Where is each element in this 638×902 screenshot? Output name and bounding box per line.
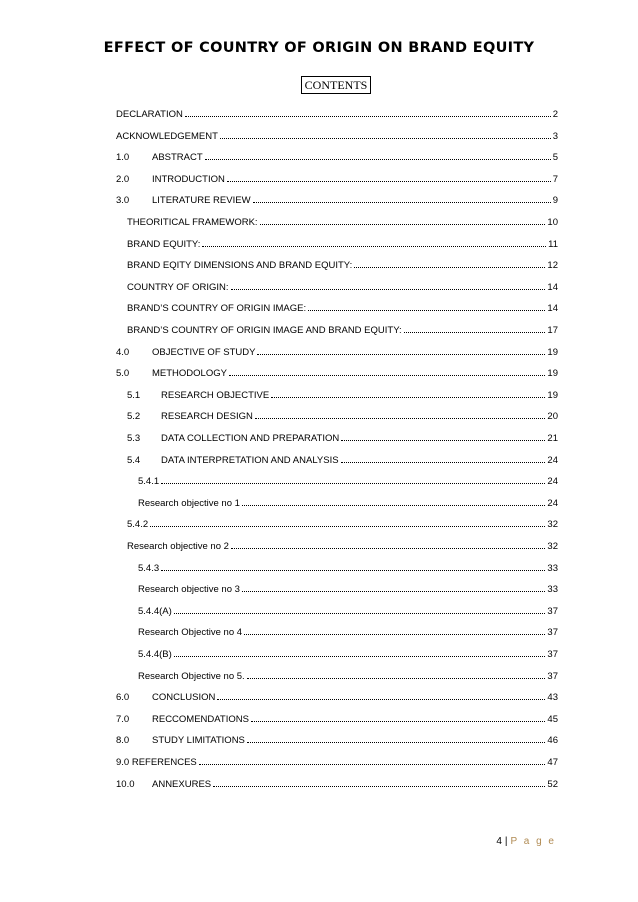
- toc-entry-title: Research Objective no 4: [138, 627, 243, 639]
- toc-entry-title: OBJECTIVE OF STUDY: [152, 346, 256, 358]
- toc-dot-leader: [308, 310, 545, 311]
- toc-entry[interactable]: [116, 732, 558, 746]
- toc-entry[interactable]: [116, 754, 558, 768]
- contents-heading: CONTENTS: [301, 76, 371, 94]
- toc-dot-leader: [260, 224, 546, 225]
- toc-entry[interactable]: [116, 473, 558, 487]
- toc-entry-title: 5.4.4(A): [138, 605, 172, 617]
- toc-entry-title: ACKNOWLEDGEMENT: [116, 130, 218, 142]
- toc-entry-page: 37: [547, 627, 558, 639]
- toc-entry-page: 47: [547, 757, 558, 768]
- toc-entry-page: 52: [547, 778, 558, 790]
- toc-entry-title: 5.4.3: [138, 562, 160, 574]
- toc-entry-number: 8.0: [116, 735, 130, 747]
- toc-entry-title: Research objective no 2: [127, 541, 229, 552]
- toc-entry-number: 7.0: [116, 713, 130, 725]
- toc-entry-title: THEORITICAL FRAMEWORK:: [127, 217, 258, 228]
- toc-dot-leader: [271, 397, 545, 398]
- toc-entry-page: 7: [552, 173, 558, 185]
- toc-entry-page: 32: [547, 519, 558, 531]
- toc-entry-title: DATA COLLECTION AND PREPARATION: [161, 433, 340, 444]
- toc-dot-leader: [231, 289, 546, 290]
- toc-entry-title: 5.4.4(B): [138, 649, 172, 660]
- toc-entry[interactable]: [116, 452, 558, 466]
- toc-entry-title: BRAND EQUITY:: [127, 238, 201, 250]
- toc-entry-number: 5.1: [127, 389, 141, 401]
- toc-entry-page: 19: [547, 389, 558, 401]
- toc-entry-number: 5.4: [127, 454, 141, 466]
- toc-dot-leader: [247, 742, 546, 743]
- toc-entry[interactable]: [116, 214, 558, 228]
- toc-entry[interactable]: [116, 106, 558, 120]
- toc-entry-page: 14: [547, 281, 558, 293]
- toc-entry-title: 5.4.2: [127, 519, 149, 531]
- toc-entry[interactable]: [116, 689, 558, 703]
- toc-entry[interactable]: [116, 603, 558, 617]
- toc-entry-page: 19: [547, 368, 558, 380]
- toc-entry-page: 20: [547, 411, 558, 423]
- toc-entry-number: 2.0: [116, 173, 130, 185]
- toc-entry-page: 19: [547, 346, 558, 358]
- toc-entry-page: 17: [547, 325, 558, 336]
- toc-entry-number: 6.0: [116, 692, 130, 704]
- toc-entry[interactable]: [116, 668, 558, 682]
- toc-dot-leader: [185, 116, 551, 117]
- toc-entry-title: 5.4.1: [138, 476, 160, 488]
- toc-entry[interactable]: [116, 300, 558, 314]
- toc-entry[interactable]: [116, 430, 558, 444]
- toc-entry-page: 37: [547, 670, 558, 682]
- toc-entry-page: 3: [552, 130, 558, 142]
- toc-entry-title: ANNEXURES: [152, 778, 212, 790]
- toc-dot-leader: [227, 181, 551, 182]
- document-title: EFFECT OF COUNTRY OF ORIGIN ON BRAND EQUITY: [103, 40, 535, 56]
- toc-entry[interactable]: [116, 776, 558, 790]
- toc-entry-title: BRAND’S COUNTRY OF ORIGIN IMAGE AND BRAND EQUITY:: [127, 325, 402, 336]
- toc-entry[interactable]: [116, 128, 558, 142]
- toc-entry[interactable]: [116, 322, 558, 336]
- toc-entry-page: 12: [547, 260, 558, 272]
- toc-entry[interactable]: [116, 171, 558, 185]
- toc-entry-page: 37: [547, 605, 558, 617]
- toc-entry[interactable]: [116, 387, 558, 401]
- toc-entry-number: 4.0: [116, 346, 130, 358]
- toc-entry-page: 5: [552, 152, 558, 164]
- toc-dot-leader: [247, 678, 546, 679]
- toc-entry[interactable]: [116, 192, 558, 206]
- toc-entry[interactable]: [116, 257, 558, 271]
- toc-dot-leader: [257, 354, 545, 355]
- toc-dot-leader: [205, 159, 551, 160]
- toc-dot-leader: [341, 462, 546, 463]
- toc-entry[interactable]: [116, 279, 558, 293]
- toc-entry[interactable]: [116, 581, 558, 595]
- toc-entry-title: BRAND EQITY DIMENSIONS AND BRAND EQUITY:: [127, 260, 353, 272]
- toc-entry-number: 10.0: [116, 778, 135, 790]
- toc-dot-leader: [354, 267, 545, 268]
- toc-entry[interactable]: [116, 646, 558, 660]
- toc-entry-page: 32: [547, 541, 558, 552]
- toc-dot-leader: [242, 591, 546, 592]
- toc-entry[interactable]: [116, 495, 558, 509]
- toc-entry[interactable]: [116, 365, 558, 379]
- toc-entry-page: 24: [547, 454, 558, 466]
- toc-dot-leader: [174, 613, 546, 614]
- toc-entry[interactable]: [116, 408, 558, 422]
- toc-dot-leader: [229, 375, 545, 376]
- toc-entry-title: INTRODUCTION: [152, 173, 225, 185]
- toc-entry-page: 24: [547, 497, 558, 509]
- footer-page-number: 4: [496, 836, 502, 847]
- toc-dot-leader: [161, 483, 545, 484]
- toc-entry-page: 2: [552, 109, 558, 120]
- toc-dot-leader: [161, 570, 545, 571]
- toc-dot-leader: [199, 764, 546, 765]
- toc-entry-title: STUDY LIMITATIONS: [152, 735, 245, 747]
- toc-entry-title: BRAND’S COUNTRY OF ORIGIN IMAGE:: [127, 303, 307, 315]
- toc-dot-leader: [217, 699, 545, 700]
- toc-entry-number: 3.0: [116, 195, 130, 207]
- toc-entry-page: 21: [547, 433, 558, 444]
- footer-page-word: P a g e: [510, 836, 556, 847]
- toc-entry-title: Research objective no 3: [138, 584, 240, 596]
- toc-entry[interactable]: [116, 538, 558, 552]
- toc-dot-leader: [404, 332, 546, 333]
- toc-entry[interactable]: [116, 560, 558, 574]
- toc-dot-leader: [220, 138, 551, 139]
- toc-entry[interactable]: [116, 344, 558, 358]
- toc-entry-title: Research Objective no 5.: [138, 670, 245, 682]
- toc-entry-title: RESEARCH DESIGN: [161, 411, 253, 423]
- toc-dot-leader: [244, 634, 545, 635]
- page-footer: [496, 836, 556, 847]
- toc-dot-leader: [255, 418, 546, 419]
- toc-entry-title: RECCOMENDATIONS: [152, 713, 249, 725]
- toc-entry-page: 33: [547, 584, 558, 596]
- toc-entry[interactable]: [116, 149, 558, 163]
- toc-entry-page: 11: [548, 238, 558, 250]
- toc-entry-title: LITERATURE REVIEW: [152, 195, 251, 207]
- toc-entry-page: 33: [547, 562, 558, 574]
- toc-entry-number: 5.0: [116, 368, 130, 380]
- toc-entry-title: ABSTRACT: [152, 152, 203, 164]
- toc-entry-page: 37: [547, 649, 558, 660]
- toc-dot-leader: [242, 505, 546, 506]
- toc-entry-title: METHODOLOGY: [152, 368, 227, 380]
- toc-dot-leader: [231, 548, 546, 549]
- toc-entry-number: 1.0: [116, 152, 130, 164]
- toc-entry-title: 9.0 REFERENCES: [116, 757, 197, 768]
- toc-dot-leader: [251, 721, 545, 722]
- toc-entry-page: 24: [547, 476, 558, 488]
- toc-entry-title: DATA INTERPRETATION AND ANALYSIS: [161, 454, 339, 466]
- toc-entry[interactable]: [116, 236, 558, 250]
- toc-dot-leader: [253, 202, 551, 203]
- toc-entry-title: DECLARATION: [116, 109, 183, 120]
- toc-entry-page: 10: [547, 217, 558, 228]
- toc-entry-title: COUNTRY OF ORIGIN:: [127, 281, 229, 293]
- toc-dot-leader: [150, 526, 545, 527]
- toc-entry-page: 43: [547, 692, 558, 704]
- toc-entry-number: 5.2: [127, 411, 141, 423]
- toc-dot-leader: [202, 246, 546, 247]
- toc-entry[interactable]: [116, 624, 558, 638]
- toc-entry-page: 46: [547, 735, 558, 747]
- toc-dot-leader: [341, 440, 545, 441]
- toc-entry[interactable]: [116, 516, 558, 530]
- toc-entry-title: Research objective no 1: [138, 497, 240, 509]
- toc-entry[interactable]: [116, 711, 558, 725]
- toc-dot-leader: [213, 786, 545, 787]
- toc-entry-number: 5.3: [127, 433, 141, 444]
- toc-entry-title: RESEARCH OBJECTIVE: [161, 389, 270, 401]
- footer-separator: |: [504, 836, 508, 847]
- toc-entry-page: 45: [547, 713, 558, 725]
- toc-entry-page: 14: [547, 303, 558, 315]
- toc-dot-leader: [174, 656, 546, 657]
- toc-entry-page: 9: [552, 195, 558, 207]
- toc-entry-title: CONCLUSION: [152, 692, 216, 704]
